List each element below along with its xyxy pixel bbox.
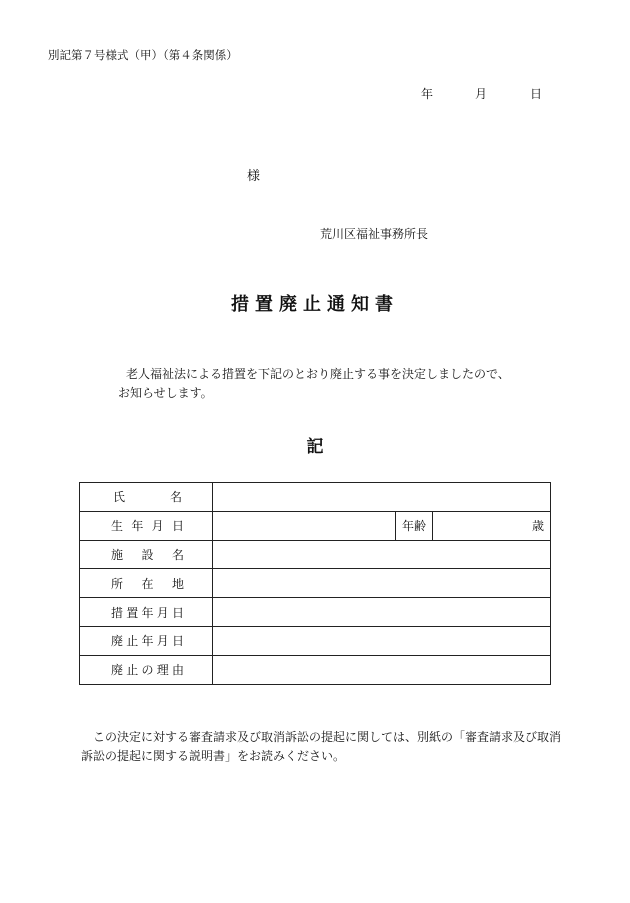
issuer: 荒川区福祉事務所長 xyxy=(320,227,429,241)
label-char: 設 xyxy=(141,547,154,562)
table-row xyxy=(80,655,551,684)
date-month-label: 月 xyxy=(475,87,488,101)
table-row xyxy=(80,569,551,598)
table-row xyxy=(80,511,551,540)
table-row xyxy=(80,598,551,627)
label-char: 理 xyxy=(156,663,169,678)
label-char: 月 xyxy=(156,605,169,620)
label-char: 由 xyxy=(171,663,184,678)
table-row xyxy=(80,626,551,655)
measure-date-value xyxy=(213,598,551,627)
table-row xyxy=(80,540,551,569)
name-label xyxy=(80,483,213,512)
table-row xyxy=(80,483,551,512)
label-char: 置 xyxy=(126,605,139,620)
facility-name-value xyxy=(213,540,551,569)
abolish-date-label xyxy=(80,626,213,655)
body-text-line-1: 老人福祉法による措置を下記のとおり廃止する事を決定しましたので、 xyxy=(126,367,510,381)
label-char: 廃 xyxy=(111,634,124,649)
label-char: 措 xyxy=(111,605,124,620)
label-char: 所 xyxy=(111,576,124,591)
record-table xyxy=(79,482,551,685)
birth-date-label xyxy=(80,511,213,540)
label-char: 在 xyxy=(141,576,154,591)
label-char: 月 xyxy=(151,519,164,534)
body-text-line-2: お知らせします。 xyxy=(118,386,213,400)
ki-heading: 記 xyxy=(306,437,324,457)
label-char: 止 xyxy=(126,663,139,678)
addressee-suffix: 様 xyxy=(247,169,261,184)
abolish-date-value xyxy=(213,626,551,655)
abolish-reason-value xyxy=(213,655,551,684)
label-char: 月 xyxy=(156,634,169,649)
facility-name-label xyxy=(80,540,213,569)
note-line-2: 訴訟の提起に関する説明書」をお読みください。 xyxy=(81,749,346,763)
label-char: 止 xyxy=(126,634,139,649)
document-title: 措置廃止通知書 xyxy=(231,294,399,315)
label-char: 名 xyxy=(169,490,182,505)
label-char: 名 xyxy=(171,547,184,562)
note-line-1: この決定に対する審査請求及び取消訴訟の提起に関しては、別紙の「審査請求及び取消 xyxy=(93,730,562,744)
label-char: 地 xyxy=(171,576,184,591)
label-char: 日 xyxy=(171,519,184,534)
label-char: 年 xyxy=(131,519,144,534)
label-char: 施 xyxy=(111,547,124,562)
abolish-reason-label xyxy=(80,655,213,684)
date-year-label: 年 xyxy=(421,87,434,101)
label-char: 生 xyxy=(111,519,124,534)
form-reference: 別記第７号様式（甲）（第４条関係） xyxy=(48,48,238,62)
label-char: 日 xyxy=(171,605,184,620)
label-char: 氏 xyxy=(113,490,126,505)
address-label xyxy=(80,569,213,598)
measure-date-label xyxy=(80,598,213,627)
birth-date-value xyxy=(213,511,396,540)
age-unit: 歳 xyxy=(433,511,551,540)
label-char: の xyxy=(141,663,154,678)
name-value xyxy=(213,483,551,512)
label-char: 年 xyxy=(141,634,154,649)
date-day-label: 日 xyxy=(530,87,543,101)
age-label: 年齢 xyxy=(396,511,433,540)
label-char: 年 xyxy=(141,605,154,620)
address-value xyxy=(213,569,551,598)
label-char: 廃 xyxy=(111,663,124,678)
label-char: 日 xyxy=(171,634,184,649)
